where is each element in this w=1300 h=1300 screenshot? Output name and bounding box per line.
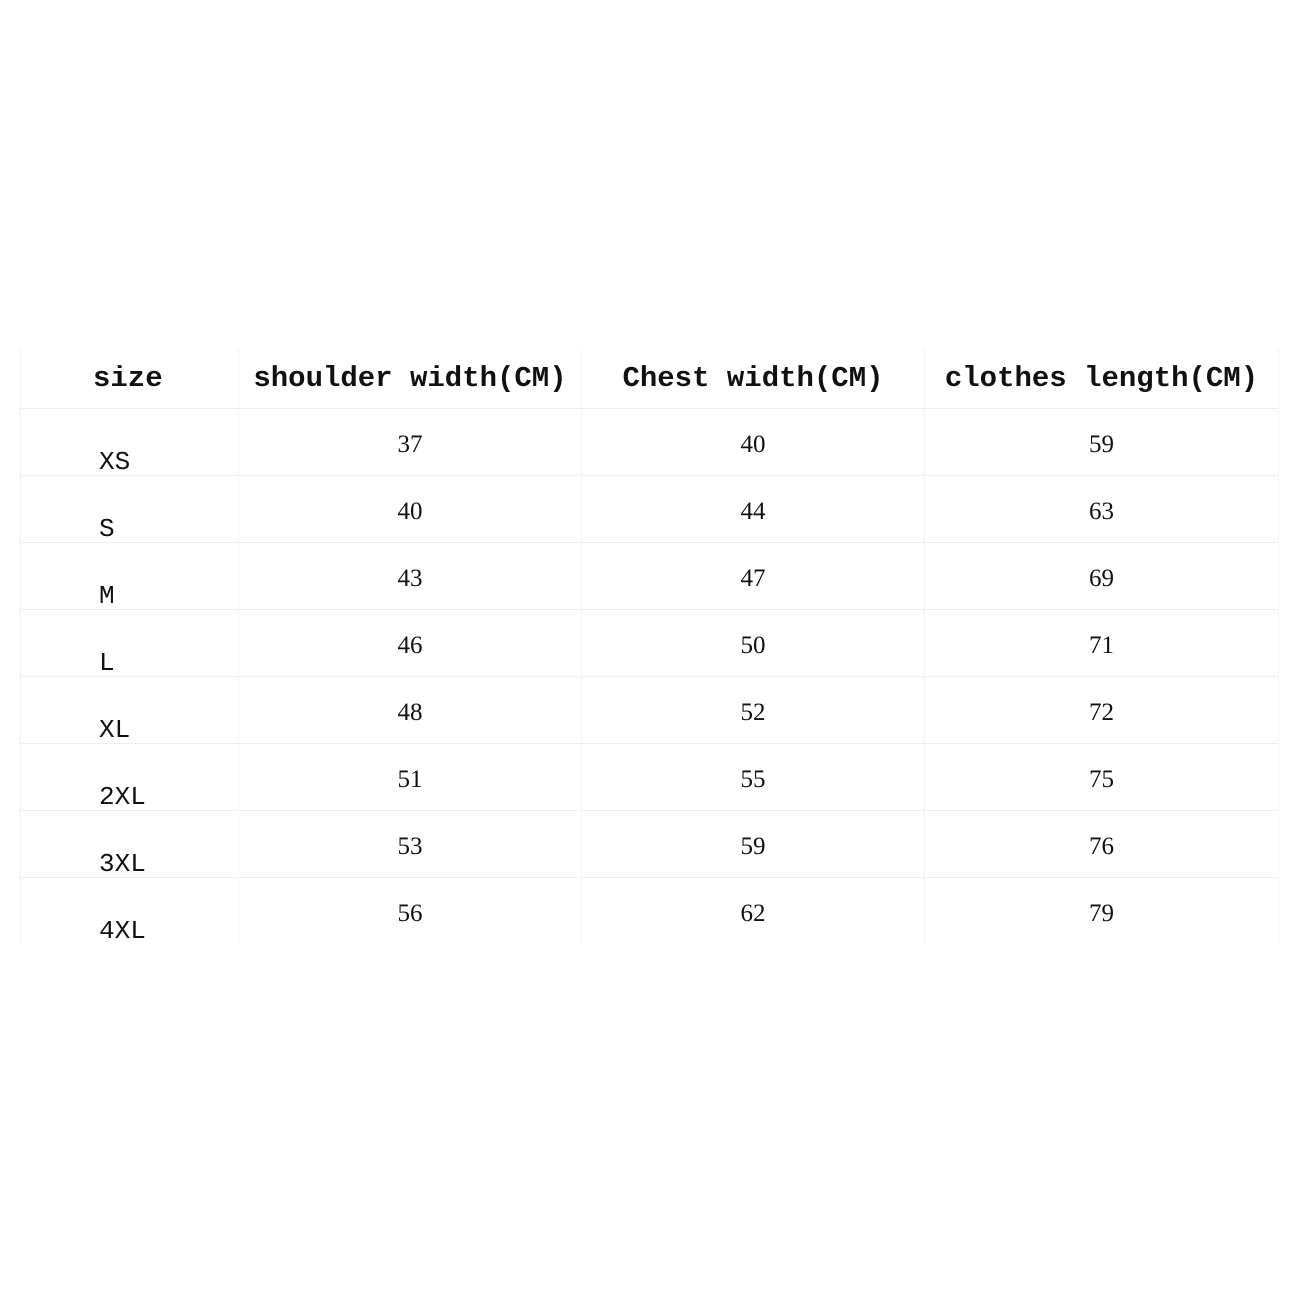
size-chart-table [20, 348, 1279, 944]
clothes-length-cell-value: 63 [1089, 498, 1114, 525]
size-cell-value: M [99, 581, 115, 611]
chest-width-cell-value: 44 [740, 498, 766, 525]
column-header-chest-width: Chest width(CM) [582, 348, 925, 409]
column-header-shoulder-width: shoulder width(CM) [239, 348, 582, 409]
size-cell [21, 677, 239, 744]
table-row [21, 476, 1279, 543]
table-row [21, 409, 1279, 476]
chest-width-cell-value: 55 [740, 766, 766, 793]
shoulder-width-cell [239, 543, 582, 610]
table-row [21, 878, 1279, 945]
shoulder-width-cell [239, 744, 582, 811]
column-header-clothes-length: clothes length(CM) [925, 348, 1279, 409]
size-cell [21, 476, 239, 543]
size-cell-value: 3XL [99, 849, 146, 879]
chest-width-cell-value: 47 [740, 565, 766, 592]
shoulder-width-cell [239, 878, 582, 945]
size-cell [21, 610, 239, 677]
table-body [21, 409, 1279, 945]
chest-width-cell [582, 476, 925, 543]
column-header-size: size [21, 348, 239, 409]
clothes-length-cell [925, 409, 1279, 476]
clothes-length-cell-value: 59 [1089, 431, 1114, 458]
size-cell [21, 543, 239, 610]
chest-width-cell [582, 878, 925, 945]
shoulder-width-cell [239, 677, 582, 744]
shoulder-width-cell-value: 53 [397, 833, 423, 860]
clothes-length-cell [925, 811, 1279, 878]
clothes-length-cell [925, 744, 1279, 811]
shoulder-width-cell-value: 46 [397, 632, 423, 659]
chest-width-cell-value: 62 [740, 900, 766, 927]
chest-width-cell [582, 543, 925, 610]
clothes-length-cell-value: 69 [1089, 565, 1114, 592]
size-cell-value: L [99, 648, 115, 678]
shoulder-width-cell [239, 476, 582, 543]
clothes-length-cell [925, 677, 1279, 744]
header-row [21, 348, 1279, 409]
table-row [21, 610, 1279, 677]
chest-width-cell-value: 40 [740, 431, 766, 458]
shoulder-width-cell-value: 40 [397, 498, 423, 525]
chest-width-cell [582, 409, 925, 476]
chest-width-cell-value: 50 [740, 632, 766, 659]
table-row [21, 543, 1279, 610]
shoulder-width-cell-value: 37 [397, 431, 423, 458]
clothes-length-cell-value: 76 [1089, 833, 1114, 860]
size-cell-value: 2XL [99, 782, 146, 812]
shoulder-width-cell-value: 56 [397, 900, 423, 927]
clothes-length-cell [925, 610, 1279, 677]
shoulder-width-cell-value: 51 [397, 766, 423, 793]
size-cell-value: XL [99, 715, 131, 745]
table-row [21, 744, 1279, 811]
shoulder-width-cell [239, 610, 582, 677]
shoulder-width-cell-value: 43 [397, 565, 423, 592]
size-cell-value: 4XL [99, 916, 146, 946]
clothes-length-cell-value: 71 [1089, 632, 1114, 659]
table-row [21, 811, 1279, 878]
size-cell-value: S [99, 514, 115, 544]
size-cell [21, 878, 239, 945]
size-cell-value: XS [99, 447, 131, 477]
chest-width-cell [582, 811, 925, 878]
clothes-length-cell-value: 75 [1089, 766, 1114, 793]
table-row [21, 677, 1279, 744]
clothes-length-cell-value: 72 [1089, 699, 1114, 726]
size-cell [21, 744, 239, 811]
size-cell [21, 409, 239, 476]
chest-width-cell [582, 677, 925, 744]
shoulder-width-cell-value: 48 [397, 699, 423, 726]
shoulder-width-cell [239, 409, 582, 476]
chest-width-cell [582, 744, 925, 811]
chest-width-cell [582, 610, 925, 677]
size-cell [21, 811, 239, 878]
shoulder-width-cell [239, 811, 582, 878]
clothes-length-cell [925, 878, 1279, 945]
chest-width-cell-value: 59 [740, 833, 766, 860]
clothes-length-cell [925, 476, 1279, 543]
chest-width-cell-value: 52 [740, 699, 766, 726]
clothes-length-cell-value: 79 [1089, 900, 1114, 927]
clothes-length-cell [925, 543, 1279, 610]
